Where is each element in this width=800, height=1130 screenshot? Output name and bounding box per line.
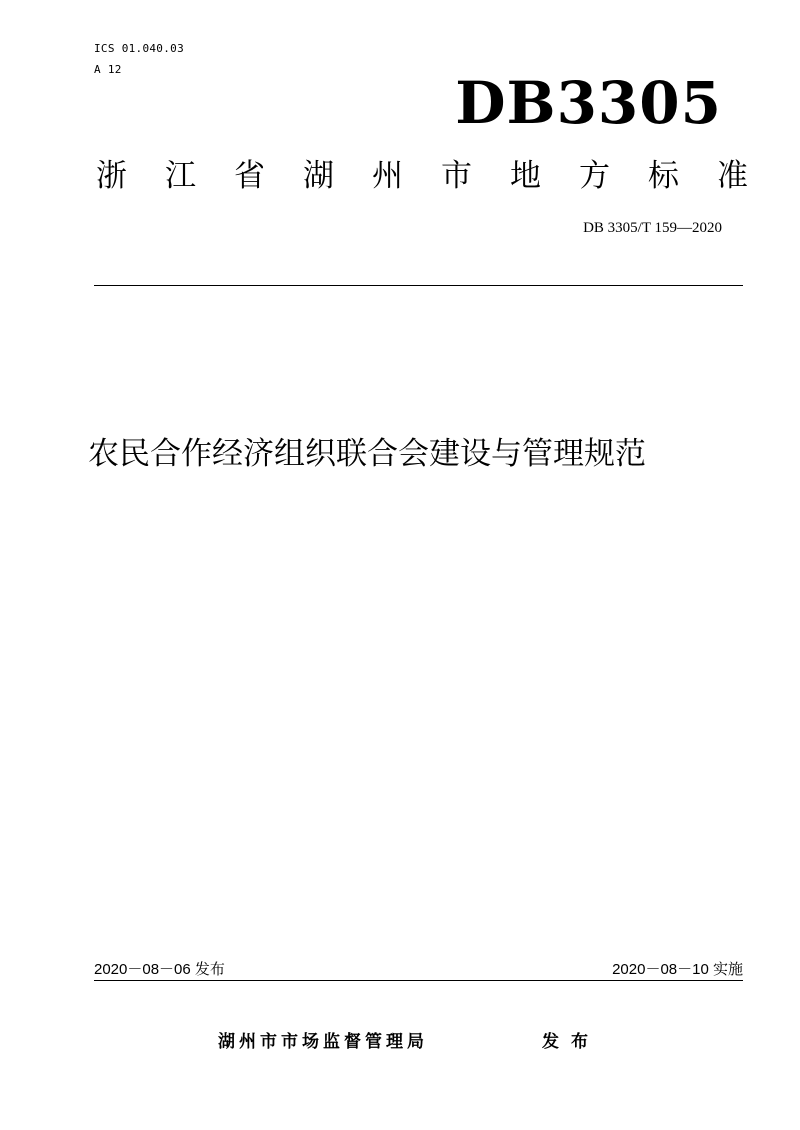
issuing-authority: 湖州市市场监督管理局 <box>218 1032 428 1052</box>
publish-date: 2020－08－06 发布 <box>94 961 225 978</box>
issue-label: 发布 <box>542 1032 600 1052</box>
standard-type-char: 准 <box>717 158 748 194</box>
db-code-logo: DB3305 <box>455 69 722 137</box>
classification-code: A 12 <box>94 63 122 76</box>
standard-type-char: 标 <box>648 158 679 194</box>
standard-type-heading <box>96 154 748 198</box>
date-line <box>94 958 743 981</box>
standard-type-char: 湖 <box>303 158 334 194</box>
standard-type-char: 浙 <box>96 158 127 194</box>
header-divider <box>94 285 743 286</box>
standard-number: DB 3305/T 159—2020 <box>583 220 722 236</box>
ics-code: ICS 01.040.03 <box>94 42 184 55</box>
document-title: 农民合作经济组织联合会建设与管理规范 <box>88 436 646 472</box>
standard-type-char: 方 <box>579 158 610 194</box>
implement-date: 2020－08－10 实施 <box>612 961 743 978</box>
standard-type-char: 地 <box>510 158 541 194</box>
standard-type-char: 省 <box>234 158 265 194</box>
standard-type-char: 市 <box>441 158 472 194</box>
standard-type-char: 江 <box>165 158 196 194</box>
standard-type-char: 州 <box>372 158 403 194</box>
